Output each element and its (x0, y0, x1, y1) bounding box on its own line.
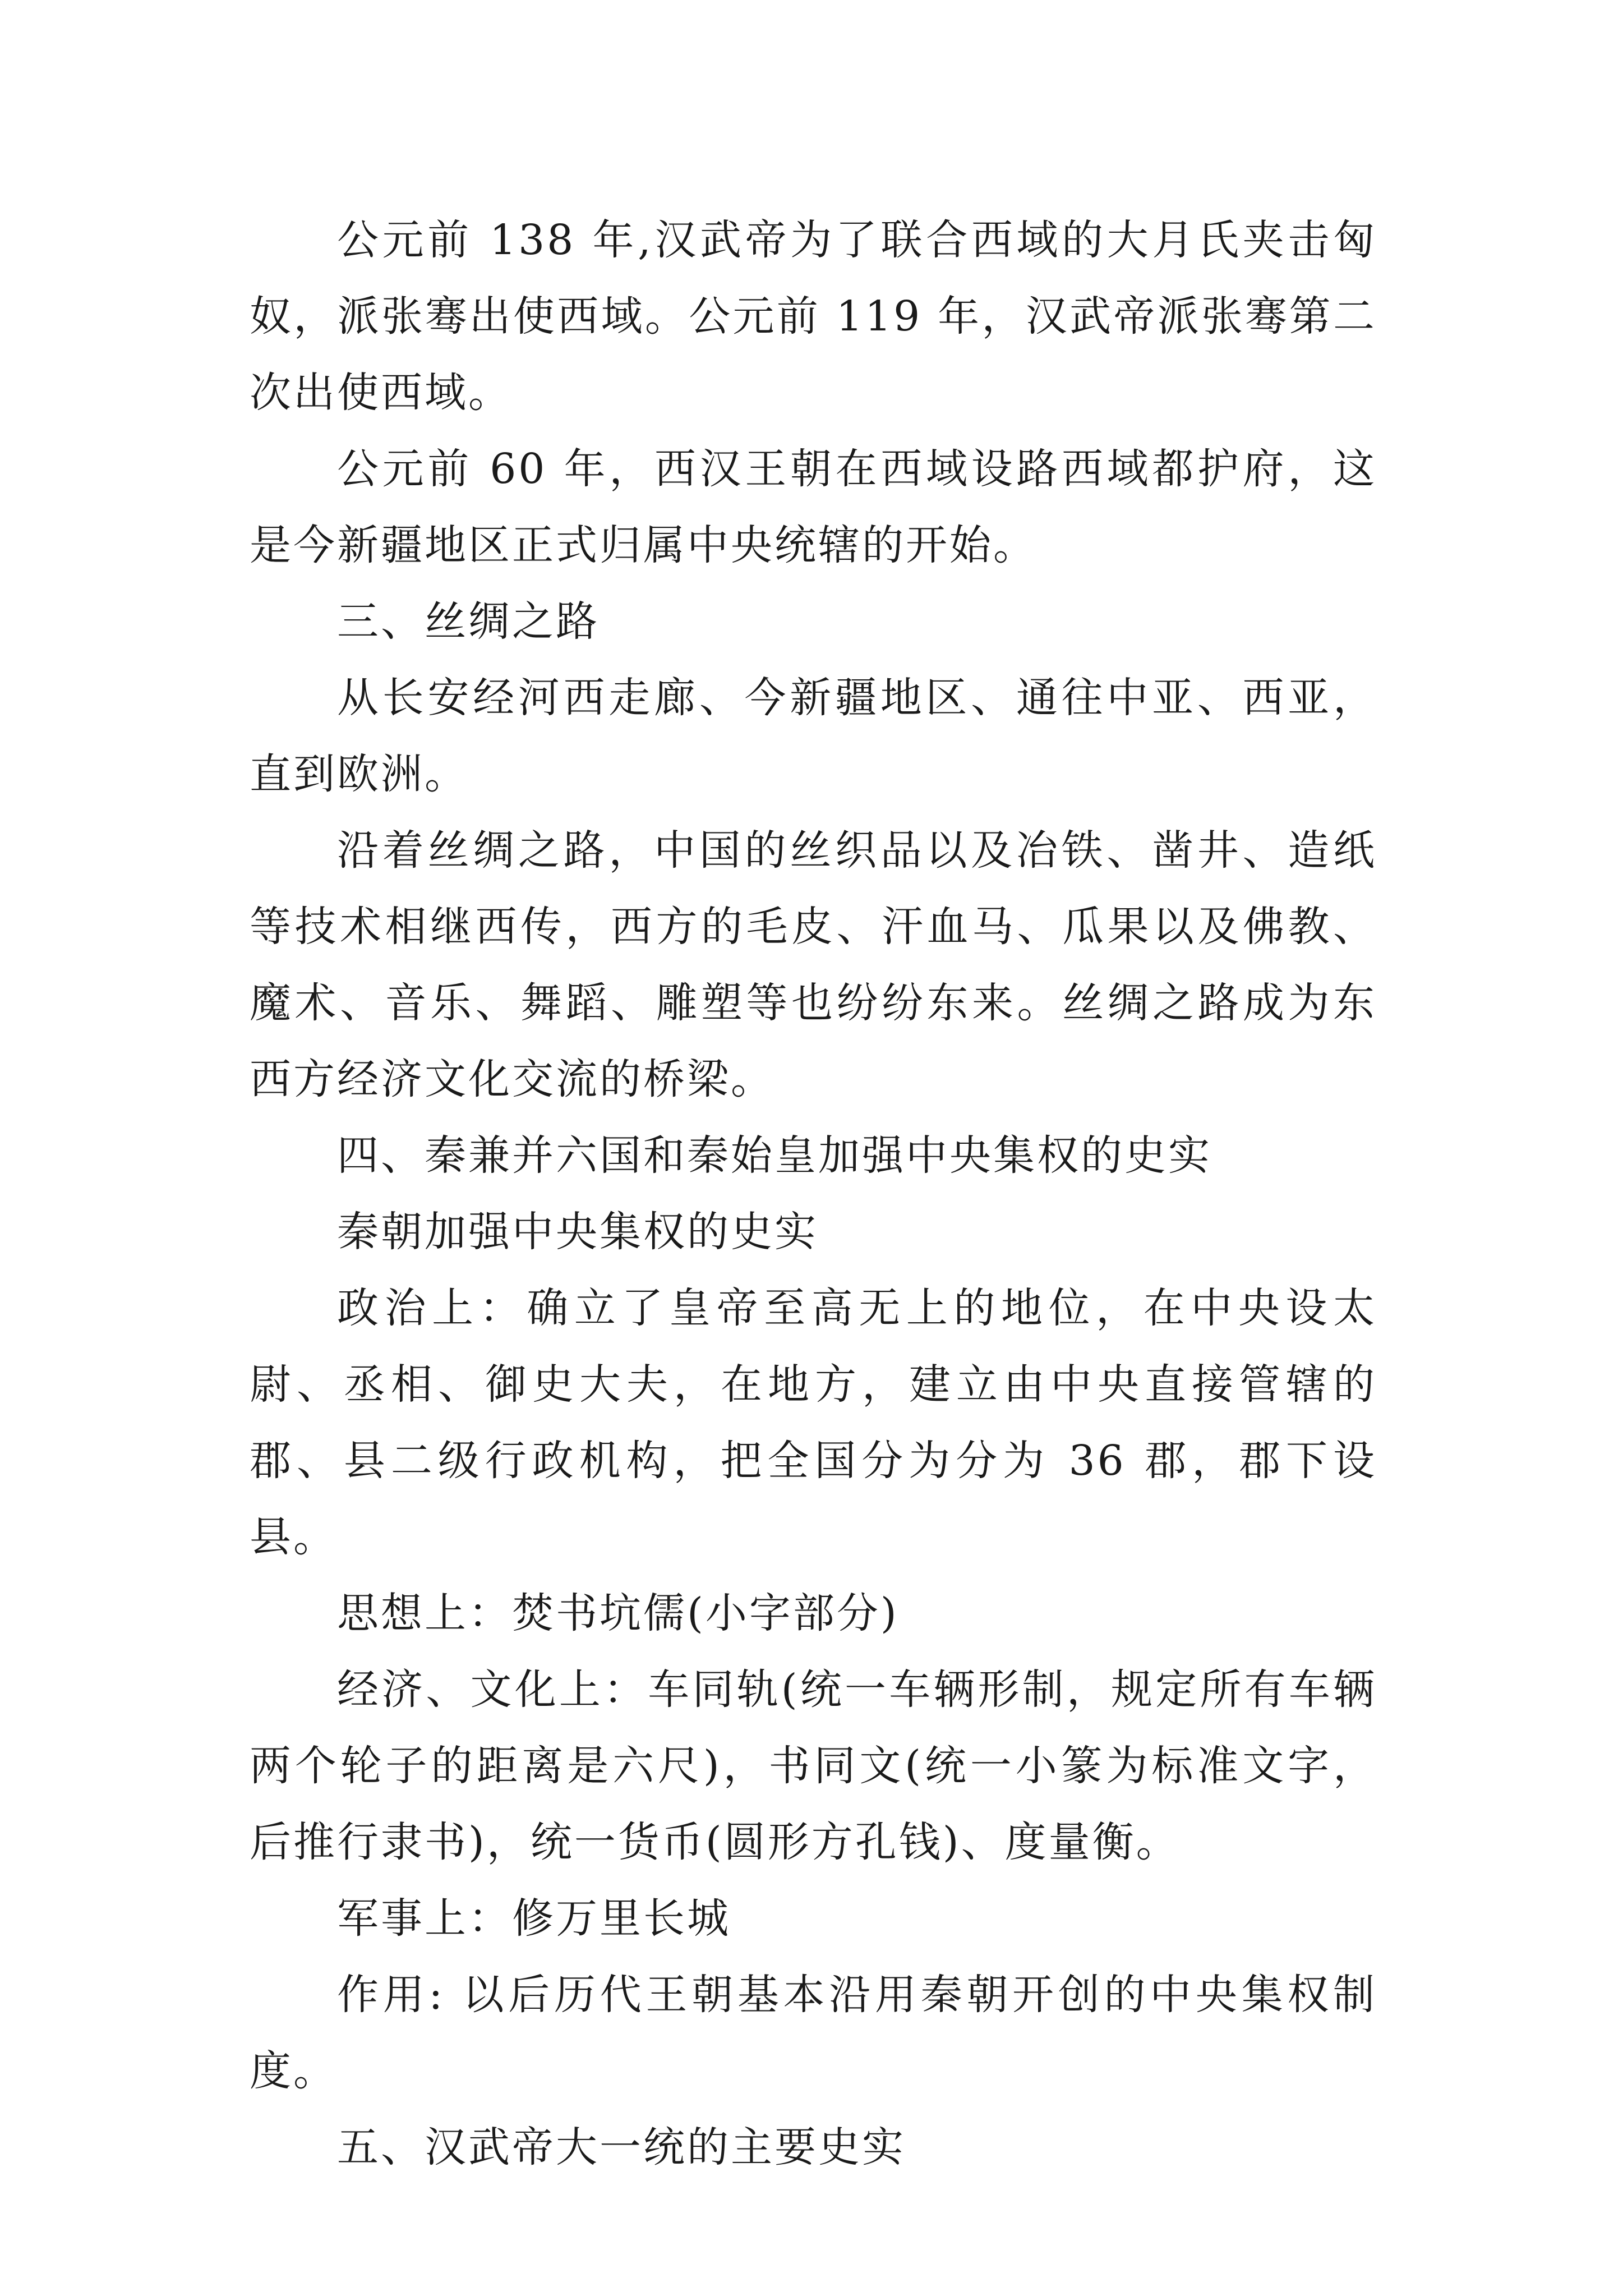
paragraph-politics: 政治上：确立了皇帝至高无上的地位，在中央设太尉、丞相、御史大夫，在地方，建立由中央直接管辖的郡、县二级行政机构，把全国分为分为 36 郡，郡下设县。 (250, 1284, 1377, 1561)
paragraph-zhang-qian-missions: 公元前 138 年,汉武帝为了联合西域的大月氏夹击匈奴，派张骞出使西域。公元前 119 年，汉武帝派张骞第二次出使西域。 (250, 216, 1377, 417)
heading-han-wudi: 五、汉武帝大一统的主要史实 (337, 2123, 906, 2171)
heading-qin-unification: 四、秦兼并六国和秦始皇加强中央集权的史实 (337, 1131, 1212, 1180)
paragraph-military: 军事上：修万里长城 (337, 1894, 731, 1943)
paragraph-significance: 作用: 以后历代王朝基本沿用秦朝开创的中央集权制度。 (250, 1971, 1377, 2095)
paragraph-economy-culture: 经济、文化上：车同轨(统一车辆形制，规定所有车辆两个轮子的距离是六尺)，书同文(统一小篆为标准文字，后推行隶书)，统一货币(圆形方孔钱)、度量衡。 (250, 1665, 1377, 1866)
subheading-qin-centralization: 秦朝加强中央集权的史实 (337, 1208, 818, 1256)
paragraph-silk-road-exchange: 沿着丝绸之路，中国的丝织品以及冶铁、凿井、造纸等技术相继西传，西方的毛皮、汗血马、瓜果以及佛教、魔术、音乐、舞蹈、雕塑等也纷纷东来。丝绸之路成为东西方经济文化交流的桥梁。 (250, 826, 1377, 1103)
paragraph-thought: 思想上：焚书坑儒(小字部分) (337, 1589, 899, 1637)
heading-silk-road: 三、丝绸之路 (337, 597, 600, 646)
paragraph-western-regions-protectorate: 公元前 60 年，西汉王朝在西域设路西域都护府，这是今新疆地区正式归属中央统辖的开始。 (250, 445, 1377, 569)
paragraph-silk-road-route: 从长安经河西走廊、今新疆地区、通往中亚、西亚，直到欧洲。 (250, 674, 1377, 798)
document-body (250, 202, 1377, 2185)
